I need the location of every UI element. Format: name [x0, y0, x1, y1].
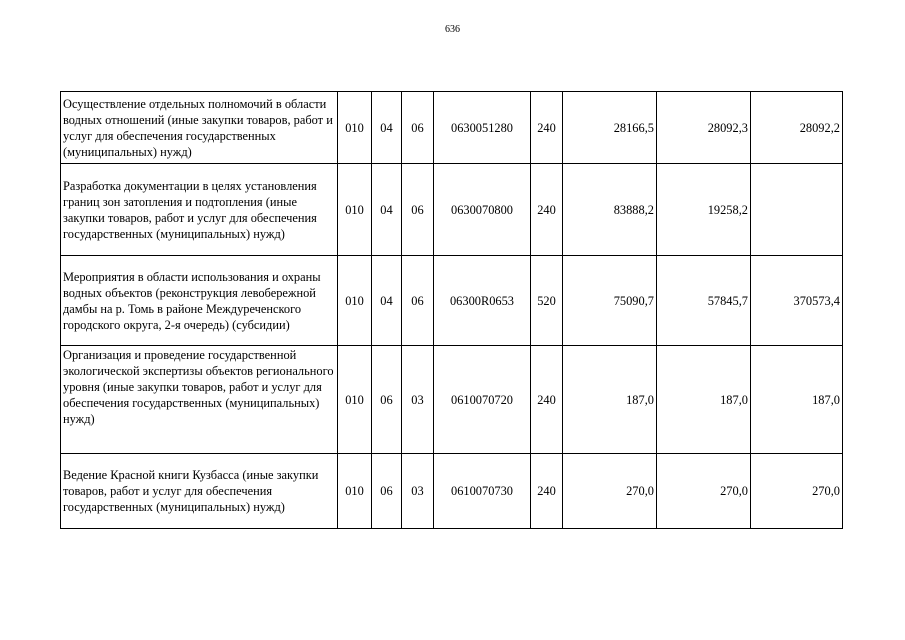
table-row: [61, 454, 843, 529]
row-name: Ведение Красной книги Кузбасса (иные закупки товаров, работ и услуг для обеспечения государственных (муниципальных) нужд): [61, 454, 338, 529]
gov-code: 010: [338, 346, 372, 454]
table-row: [61, 346, 843, 454]
row-name: Осуществление отдельных полномочий в области водных отношений (иные закупки товаров, работ и услуг для обеспечения государственных (муниципальных) нужд): [61, 92, 338, 164]
amount-2: 19258,2: [657, 164, 751, 256]
expense-kind-code: 240: [531, 346, 563, 454]
table-row: [61, 256, 843, 346]
amount-2: 57845,7: [657, 256, 751, 346]
target-code: 06300R0653: [434, 256, 531, 346]
expense-kind-code: 240: [531, 164, 563, 256]
row-name: Разработка документации в целях установления границ зон затопления и подтопления (иные закупки товаров, работ и услуг для обеспечения государственных (муниципальных) нужд): [61, 164, 338, 256]
section-code: 04: [372, 164, 402, 256]
amount-3: 370573,4: [751, 256, 843, 346]
section-code: 06: [372, 454, 402, 529]
target-code: 0630051280: [434, 92, 531, 164]
amount-1: 270,0: [563, 454, 657, 529]
section-code: 04: [372, 92, 402, 164]
section-code: 06: [372, 346, 402, 454]
amount-3: 187,0: [751, 346, 843, 454]
target-code: 0630070800: [434, 164, 531, 256]
amount-2: 28092,3: [657, 92, 751, 164]
gov-code: 010: [338, 454, 372, 529]
subsection-code: 06: [402, 164, 434, 256]
subsection-code: 03: [402, 346, 434, 454]
target-code: 0610070730: [434, 454, 531, 529]
expense-kind-code: 240: [531, 92, 563, 164]
table-row: [61, 92, 843, 164]
amount-3: [751, 164, 843, 256]
amount-2: 187,0: [657, 346, 751, 454]
expense-kind-code: 240: [531, 454, 563, 529]
gov-code: 010: [338, 256, 372, 346]
gov-code: 010: [338, 92, 372, 164]
target-code: 0610070720: [434, 346, 531, 454]
expense-kind-code: 520: [531, 256, 563, 346]
subsection-code: 06: [402, 256, 434, 346]
amount-1: 28166,5: [563, 92, 657, 164]
row-name: Мероприятия в области использования и охраны водных объектов (реконструкция левобережной дамбы на р. Томь в районе Междуреченского городского округа, 2-я очередь) (субсидии): [61, 256, 338, 346]
subsection-code: 06: [402, 92, 434, 164]
amount-3: 28092,2: [751, 92, 843, 164]
table-row: [61, 164, 843, 256]
amount-1: 187,0: [563, 346, 657, 454]
gov-code: 010: [338, 164, 372, 256]
budget-table: [60, 91, 843, 529]
section-code: 04: [372, 256, 402, 346]
subsection-code: 03: [402, 454, 434, 529]
amount-1: 75090,7: [563, 256, 657, 346]
page-number: 636: [445, 24, 460, 35]
row-name: Организация и проведение государственной экологической экспертизы объектов регионального уровня (иные закупки товаров, работ и услуг для обеспечения государственных (муниципальных) нужд): [61, 346, 338, 454]
amount-1: 83888,2: [563, 164, 657, 256]
amount-3: 270,0: [751, 454, 843, 529]
amount-2: 270,0: [657, 454, 751, 529]
